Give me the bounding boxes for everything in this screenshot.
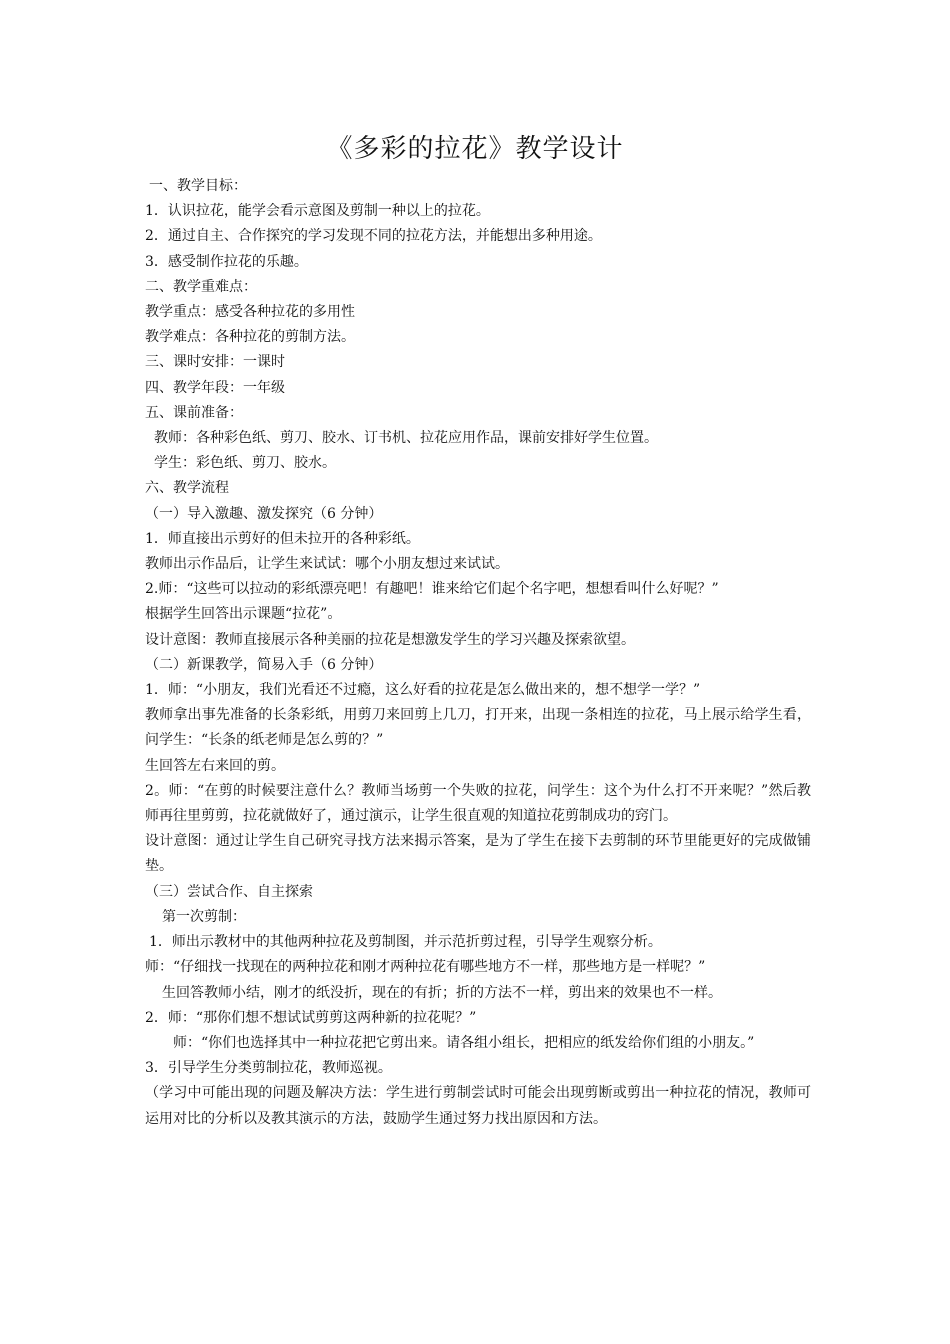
paragraph: 1．师：“小朋友，我们光看还不过瘾，这么好看的拉花是怎么做出来的，想不想学一学？” bbox=[145, 682, 701, 699]
paragraph: 一、教学目标： bbox=[149, 178, 247, 194]
paragraph: 教师：各种彩色纸、剪刀、胶水、订书机、拉花应用作品，课前安排好学生位置。 bbox=[154, 430, 658, 447]
paragraph: （三）尝试合作、自主探索 bbox=[145, 883, 313, 900]
paragraph: 教学重点：感受各种拉花的多用性 bbox=[145, 304, 355, 321]
paragraph: 四、教学年段：一年级 bbox=[145, 379, 285, 396]
paragraph: 第一次剪制： bbox=[162, 908, 246, 925]
paragraph: （一）导入激趣、激发探究（6 分钟） bbox=[145, 505, 383, 522]
paragraph: 根据学生回答出示课题“拉花”。 bbox=[145, 606, 342, 623]
paragraph: 教师拿出事先准备的长条彩纸，用剪刀来回剪上几刀，打开来，出现一条相连的拉花，马上展示给学生看，问学生：“长条的纸老师是怎么剪的？” bbox=[145, 707, 811, 749]
paragraph: 三、课时安排：一课时 bbox=[145, 354, 285, 371]
paragraph: 学生：彩色纸、剪刀、胶水。 bbox=[154, 455, 336, 472]
paragraph: 师：“你们也选择其中一种拉花把它剪出来。请各组小组长，把相应的纸发给你们组的小朋友。” bbox=[173, 1034, 755, 1051]
paragraph: 师：“仔细找一找现在的两种拉花和刚才两种拉花有哪些地方不一样，那些地方是一样呢？” bbox=[145, 959, 706, 976]
paragraph: 设计意图：通过让学生自己研究寻找方法来揭示答案，是为了学生在接下去剪制的环节里能更好的完成做铺垫。 bbox=[145, 833, 811, 875]
paragraph: 生回答教师小结，刚才的纸没折，现在的有折；折的方法不一样，剪出来的效果也不一样。 bbox=[162, 984, 722, 1001]
paragraph: 3．感受制作拉花的乐趣。 bbox=[145, 253, 308, 270]
paragraph: 二、教学重难点： bbox=[145, 278, 257, 295]
paragraph: （学习中可能出现的问题及解决方法：学生进行剪制尝试时可能会出现剪断或剪出一种拉花的情况，教师可运用对比的分析以及教其演示的方法，鼓励学生通过努力找出原因和方法。 bbox=[145, 1085, 811, 1127]
paragraph: 生回答左右来回的剪。 bbox=[145, 757, 285, 774]
paragraph: 六、教学流程 bbox=[145, 480, 229, 497]
paragraph: 1．认识拉花，能学会看示意图及剪制一种以上的拉花。 bbox=[145, 203, 490, 220]
paragraph: 设计意图：教师直接展示各种美丽的拉花是想激发学生的学习兴趣及探索欲望。 bbox=[145, 631, 635, 648]
document-body bbox=[145, 174, 811, 1132]
paragraph: 2。师：“在剪的时候要注意什么？教师当场剪一个失败的拉花，问学生：这个为什么打不开来呢？”然后教师再往里剪剪，拉花就做好了，通过演示，让学生很直观的知道拉花剪制成功的窍门。 bbox=[145, 782, 811, 825]
paragraph: 教师出示作品后，让学生来试试：哪个小朋友想过来试试。 bbox=[145, 556, 509, 573]
paragraph: 1．师出示教材中的其他两种拉花及剪制图，并示范折剪过程，引导学生观察分析。 bbox=[149, 934, 662, 951]
paragraph: 2.师：“这些可以拉动的彩纸漂亮吧！有趣吧！谁来给它们起个名字吧，想想看叫什么好呢？” bbox=[145, 581, 719, 598]
paragraph: （二）新课教学，简易入手（6 分钟） bbox=[145, 656, 383, 673]
paragraph: 3．引导学生分类剪制拉花，教师巡视。 bbox=[145, 1060, 392, 1077]
paragraph: 2．师：“那你们想不想试试剪剪这两种新的拉花呢？” bbox=[145, 1009, 477, 1026]
paragraph: 五、课前准备： bbox=[145, 404, 243, 421]
document-title: 《多彩的拉花》教学设计 bbox=[326, 134, 624, 164]
paragraph: 教学难点：各种拉花的剪制方法。 bbox=[145, 329, 355, 346]
paragraph: 1．师直接出示剪好的但未拉开的各种彩纸。 bbox=[145, 530, 420, 547]
paragraph: 2．通过自主、合作探究的学习发现不同的拉花方法，并能想出多种用途。 bbox=[145, 228, 602, 245]
